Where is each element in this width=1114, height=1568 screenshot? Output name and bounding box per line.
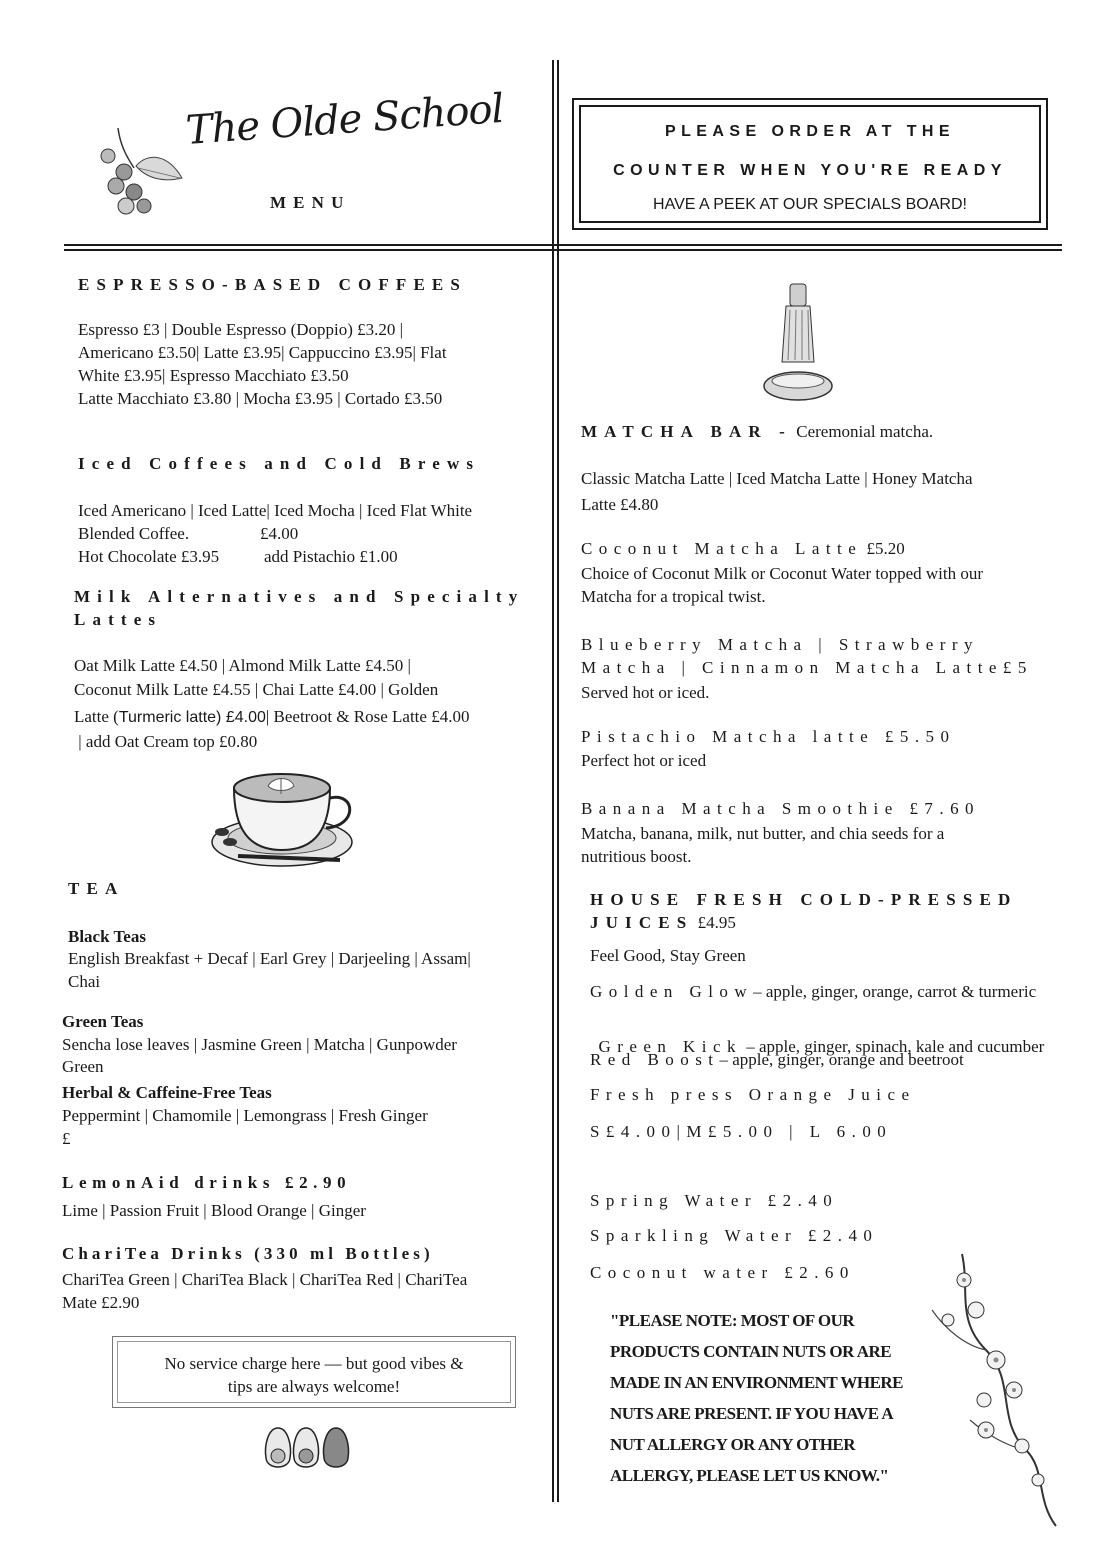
black-tea-title: Black Teas [68, 927, 146, 946]
order-notice-box [572, 98, 1048, 230]
water-item: Spring Water £2.40 [590, 1191, 839, 1210]
coffee-cup-icon [208, 768, 360, 872]
matcha-title: MATCHA BAR - [581, 422, 792, 441]
coconut-matcha-heading [581, 539, 905, 559]
coconut-matcha-line: Matcha for a tropical twist. [581, 587, 766, 606]
juice-desc: – apple, ginger, orange, carrot & turmeric [753, 982, 1037, 1001]
juices-title-line-2 [590, 913, 736, 933]
green-tea-title: Green Teas [62, 1012, 144, 1031]
milk-line: | add Oat Cream top £0.80 [74, 732, 258, 751]
avocado-icon [262, 1426, 354, 1476]
black-tea-line: Chai [68, 972, 101, 991]
juices-title: HOUSE FRESH COLD-PRESSED [590, 890, 1018, 909]
water-item: Coconut water £2.60 [590, 1263, 855, 1282]
espresso-line: Espresso £3 | Double Espresso (Doppio) £3.20 | [78, 320, 404, 339]
menu-label: MENU [270, 193, 351, 212]
iced-price: £4.00 [260, 524, 299, 543]
milk-line [74, 705, 469, 729]
milk-list [74, 654, 469, 753]
herbal-tea-title: Herbal & Caffeine-Free Teas [62, 1083, 272, 1102]
herbal-tea-line: Peppermint | Chamomile | Lemongrass | Fresh Ginger [62, 1106, 428, 1125]
horizontal-divider-second [64, 249, 1062, 251]
juice-desc: – apple, ginger, spinach, kale and cucumber [741, 1037, 1045, 1056]
banana-matcha-title: Banana Matcha Smoothie £7.60 [581, 799, 980, 818]
juices-title-2: JUICES [590, 913, 694, 932]
milk-title-2: Lattes [74, 610, 163, 629]
banana-matcha-line: nutritious boost. [581, 847, 692, 866]
orange-juice-sizes: S£4.00|M£5.00 | L 6.00 [590, 1122, 893, 1141]
coconut-matcha-title: Coconut Matcha Latte [581, 539, 863, 558]
pistachio-matcha-note: Perfect hot or iced [581, 751, 707, 770]
allergy-line: MADE IN AN ENVIRONMENT WHERE [610, 1373, 904, 1392]
milk-line: Oat Milk Latte £4.50 | Almond Milk Latte £4.50 | [74, 656, 411, 675]
charitea-line: Mate £2.90 [62, 1293, 140, 1312]
banana-matcha-line: Matcha, banana, milk, nut butter, and chia seeds for a [581, 824, 945, 843]
water-item: Sparkling Water £2.40 [590, 1226, 879, 1245]
matcha-heading [581, 422, 933, 442]
tip-note-box [112, 1336, 516, 1408]
iced-title: Iced Coffees and Cold Brews [78, 454, 481, 473]
matcha-classic-line: Latte £4.80 [581, 495, 659, 514]
herbal-tea-line: £ [62, 1129, 71, 1148]
juice-desc: – apple, ginger, orange and beetroot [719, 1050, 964, 1069]
berry-matcha-line: Blueberry Matcha | Strawberry [581, 635, 979, 654]
coconut-matcha-line: Choice of Coconut Milk or Coconut Water topped with our [581, 564, 984, 583]
orange-juice-title: Fresh press Orange Juice [590, 1085, 916, 1104]
lemonaid-title: LemonAid drinks £2.90 [62, 1173, 352, 1192]
tip-note-line: No service charge here — but good vibes & [164, 1354, 464, 1373]
coconut-matcha-price: £5.20 [866, 539, 905, 558]
allergy-note [610, 1305, 903, 1491]
notice-line-1: PLEASE ORDER AT THE [664, 123, 956, 140]
berry-matcha-note: Served hot or iced. [581, 683, 710, 702]
berry-branch-icon [96, 122, 188, 218]
milk-title: Milk Alternatives and Specialty [74, 587, 525, 606]
notice-line-3: HAVE A PEEK AT OUR SPECIALS BOARD! [653, 196, 967, 213]
green-tea-line: Sencha lose leaves | Jasmine Green | Matcha | Gunpowder [62, 1035, 457, 1054]
iced-addon: add Pistachio £1.00 [264, 547, 398, 566]
allergy-line: NUT ALLERGY OR ANY OTHER [610, 1435, 856, 1454]
allergy-line: PRODUCTS CONTAIN NUTS OR ARE [610, 1342, 892, 1361]
iced-line: Iced Americano | Iced Latte| Iced Mocha | Iced Flat White [78, 501, 473, 520]
vertical-divider [552, 60, 554, 1502]
iced-line: Hot Chocolate £3.95 [78, 547, 220, 566]
tip-note-line: tips are always welcome! [227, 1377, 401, 1396]
tea-title: TEA [68, 879, 125, 898]
green-tea-line: Green [62, 1057, 104, 1076]
juices-price: £4.95 [697, 913, 736, 932]
pistachio-matcha-title: Pistachio Matcha latte £5.50 [581, 727, 956, 746]
espresso-line: Latte Macchiato £3.80 | Mocha £3.95 | Cortado £3.50 [78, 389, 443, 408]
juice-item [590, 982, 1036, 1002]
espresso-line: White £3.95| Espresso Macchiato £3.50 [78, 366, 349, 385]
berry-matcha-line: Matcha | Cinnamon Matcha Latte£5 [581, 658, 1033, 677]
charitea-line: ChariTea Green | ChariTea Black | ChariTea Red | ChariTea [62, 1270, 468, 1289]
milk-line-part: | Beetroot & Rose Latte £4.00 [265, 707, 470, 726]
black-tea-line: English Breakfast + Decaf | Earl Grey | Darjeeling | Assam| [68, 949, 471, 968]
espresso-list [78, 318, 447, 410]
brand-name: The Olde School [184, 85, 505, 154]
allergy-line: NUTS ARE PRESENT. IF YOU HAVE A [610, 1404, 894, 1423]
allergy-line: "PLEASE NOTE: MOST OF OUR [610, 1311, 855, 1330]
horizontal-divider [64, 244, 1062, 246]
milk-line: Coconut Milk Latte £4.55 | Chai Latte £4.00 | Golden [74, 680, 439, 699]
notice-line-2: COUNTER WHEN YOU'RE READY [613, 162, 1007, 179]
vertical-divider-second [557, 60, 559, 1502]
espresso-title: ESPRESSO-BASED COFFEES [78, 275, 468, 294]
juice-name: Green Kick [598, 1037, 742, 1056]
juice-name: Golden Glow [590, 982, 754, 1001]
turmeric-latte: Turmeric latte) £4.00 [118, 709, 266, 726]
juices-tagline: Feel Good, Stay Green [590, 946, 746, 965]
juice-item [590, 1050, 964, 1070]
blossom-branch-icon [926, 1250, 1076, 1530]
allergy-line: ALLERGY, PLEASE LET US KNOW." [610, 1466, 889, 1485]
milk-line-part: Latte ( [74, 707, 119, 726]
matcha-classic-line: Classic Matcha Latte | Iced Matcha Latte | Honey Matcha [581, 469, 973, 488]
matcha-subtitle: Ceremonial matcha. [796, 422, 934, 441]
matcha-whisk-icon [762, 282, 834, 406]
iced-line: Blended Coffee. [78, 524, 190, 543]
charitea-title: ChariTea Drinks (330 ml Bottles) [62, 1244, 434, 1263]
juice-name: Red Boost [590, 1050, 720, 1069]
lemonaid-line: Lime | Passion Fruit | Blood Orange | Ginger [62, 1201, 366, 1220]
espresso-line: Americano £3.50| Latte £3.95| Cappuccino £3.95| Flat [78, 343, 447, 362]
